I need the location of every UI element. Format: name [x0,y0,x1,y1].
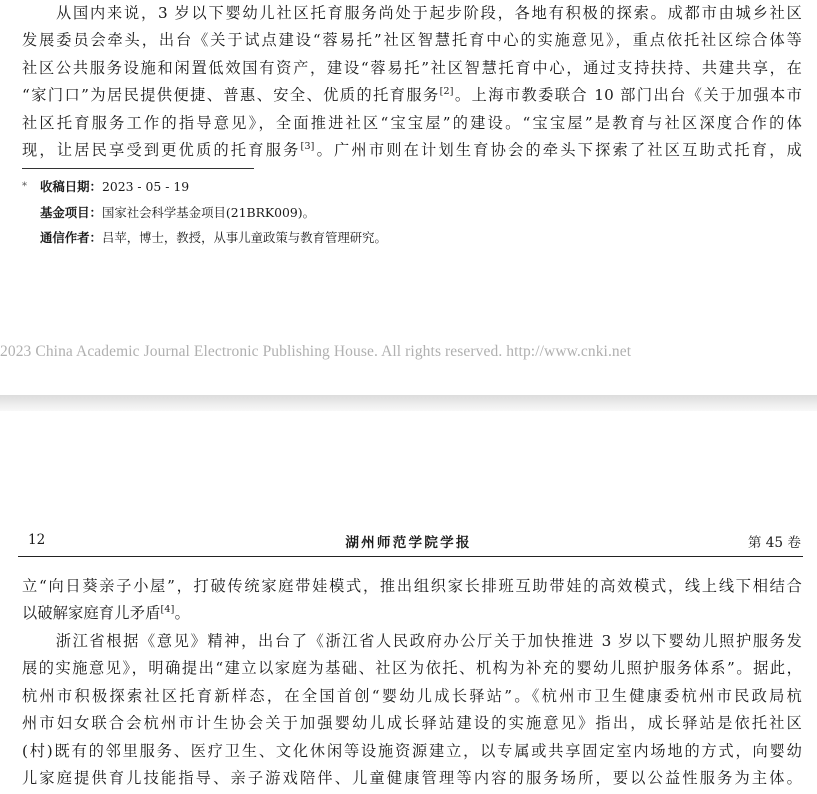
footnote-label: 通信作者： [40,230,102,245]
footnote-value: 吕苹，博士，教授，从事儿童政策与教育管理研究。 [101,230,387,245]
citation-mark: [2] [439,86,454,98]
copyright-watermark: 2023 China Academic Journal Electronic Publishing House. All rights reserved. http://www.cnki.net [0,343,632,360]
footnote-value: 2023 - 05 - 19 [101,179,190,194]
footnote-author [40,229,387,246]
body-text: 以破解家庭育儿矛盾 [22,604,161,623]
body-line: 儿家庭提供育儿技能指导、亲子游戏陪伴、儿童健康管理等内容的服务场所，要以公益性服务为主体。 [22,769,802,788]
body-line: 杭州市积极探索社区托育新样态，在全国首创“婴幼儿成长驿站”。《杭州市卫生健康委杭州市民政局杭 [22,686,802,705]
body-line: 浙江省根据《意见》精神，出台了《浙江省人民政府办公厅关于加快推进 3 岁以下婴幼儿照护服务发 [22,632,802,650]
running-head [0,530,817,552]
body-line: (村)既有的邻里服务、医疗卫生、文化休闲等设施资源建立，以专属或共享固定室内场地的方式，向婴幼 [22,741,802,760]
body-line [22,82,802,109]
header-rule [18,556,803,557]
page-number: 12 [28,532,46,548]
volume-label: 第 45 卷 [747,535,801,551]
page-separator [0,395,817,411]
body-line [22,600,802,627]
body-text: 。 [174,604,190,623]
body-text: “家门口”为居民提供便捷、普惠、安全、优质的托育服务 [22,86,440,105]
body-text: 。上海市教委联合 10 部门出台《关于加强本市 [453,86,802,105]
footnote-value: 国家社会科学基金项目(21BRK009)。 [101,205,316,220]
bottom-body-paragraph-2 [22,628,802,792]
body-line: 社区公共服务设施和闲置低效国有资产，建设“蓉易托”社区智慧托育中心，通过支持扶持、共建共享，在 [22,58,802,77]
citation-mark: [4] [160,604,175,616]
footnote-label: 收稿日期： [40,179,102,194]
body-line: 立“向日葵亲子小屋”，打破传统家庭带娃模式，推出组织家长排班互助带娃的高效模式，线上线下相结合 [22,577,802,595]
footnote-received [22,178,190,195]
footnote-label: 基金项目： [40,205,102,220]
body-text: 。广州市则在计划生育协会的牵头下探索了社区互助式托育，成 [314,141,803,160]
body-line: 从国内来说，3 岁以下婴幼儿社区托育服务尚处于起步阶段，各地有积极的探索。成都市由城乡社区 [22,4,802,22]
body-line: 社区托育服务工作的指导意见》，全面推进社区“宝宝屋”的建设。“宝宝屋”是教育与社区深度合作的体 [22,113,802,132]
body-line: 州市妇女联合会杭州市计生协会关于加强婴幼儿成长驿站建设的实施意见》指出，成长驿站是依托社区 [22,714,802,733]
body-line [22,137,802,164]
footnote-fund [40,204,315,221]
citation-mark: [3] [300,141,315,153]
footnote-rule [22,168,254,169]
footnote-star: * [22,181,27,192]
body-line: 展的实施意见》，明确提出“建立以家庭为基础、社区为依托、机构为补充的婴幼儿照护服务体系”。据此， [22,659,802,678]
top-body-paragraph [22,0,802,164]
body-text: 现，让居民享受到更优质的托育服务 [22,141,301,160]
body-line: 发展委员会牵头，出台《关于试点建设“蓉易托”社区智慧托育中心的实施意见》，重点依托社区综合体等 [22,31,802,50]
journal-title: 湖州师范学院学报 [345,535,472,551]
bottom-body-paragraph-1 [22,573,802,628]
